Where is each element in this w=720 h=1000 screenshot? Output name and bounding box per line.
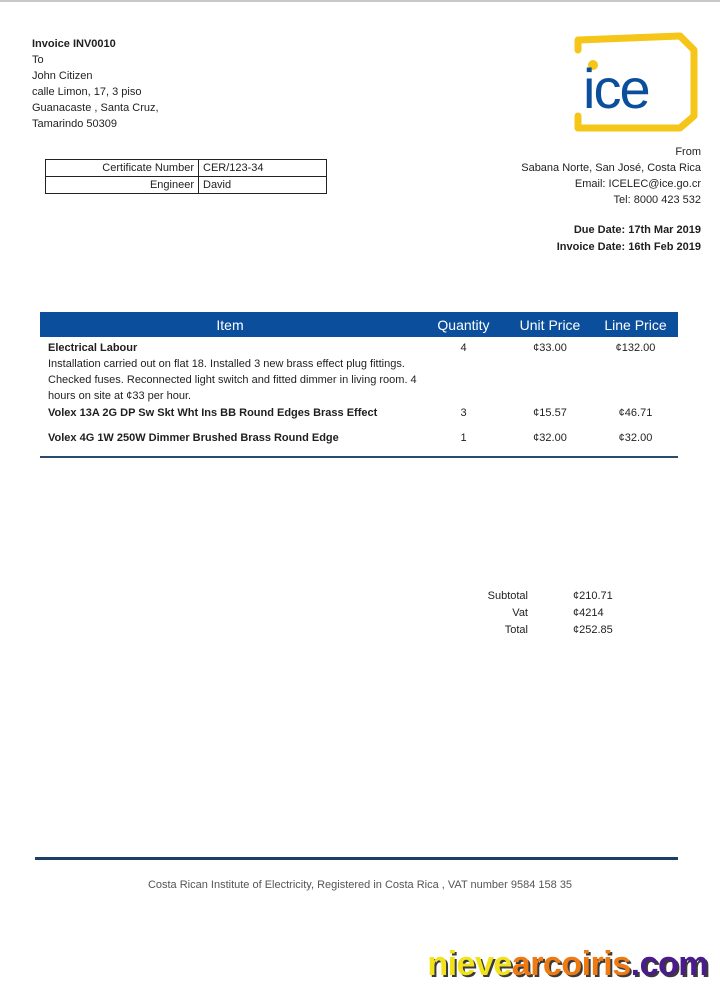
subtotal-value: ¢210.71 xyxy=(573,590,613,602)
sender-block xyxy=(521,144,701,208)
subtotal-row xyxy=(450,588,613,605)
certificate-table xyxy=(45,159,327,194)
item-quantity: 1 xyxy=(460,432,467,444)
watermark-part1: nieve xyxy=(427,945,512,983)
invoice-date: Invoice Date: 16th Feb 2019 xyxy=(556,241,701,253)
sender-tel: Tel: 8000 423 532 xyxy=(613,194,701,206)
items-table-header xyxy=(40,312,678,337)
recipient-name: John Citizen xyxy=(32,70,93,82)
item-unit-price: ¢15.57 xyxy=(533,407,567,419)
engineer-value: David xyxy=(199,177,327,194)
recipient-address-line2: Guanacaste , Santa Cruz, xyxy=(32,102,159,114)
invoice-title: Invoice INV0010 xyxy=(32,38,116,50)
total-label: Total xyxy=(504,624,528,636)
watermark-part3: .com xyxy=(630,945,708,983)
items-table xyxy=(40,312,678,446)
vat-label: Vat xyxy=(512,607,528,619)
table-row xyxy=(40,340,678,404)
due-date: Due Date: 17th Mar 2019 xyxy=(573,224,701,236)
subtotal-label: Subtotal xyxy=(487,590,528,602)
total-row xyxy=(450,622,613,639)
recipient-block xyxy=(32,36,159,132)
ice-logo xyxy=(572,32,698,132)
total-value: ¢252.85 xyxy=(573,624,613,636)
item-description: Installation carried out on flat 18. Installed 3 new brass effect plug fittings. Checked fuses. Reconnected light switch and fitted dimmer in living room. 4 hours on site at ¢33 per hour. xyxy=(48,358,417,402)
item-name: Volex 13A 2G DP Sw Skt Wht Ins BB Round Edges Brass Effect xyxy=(48,407,378,419)
footer-divider xyxy=(35,857,678,860)
vat-value: ¢4214 xyxy=(573,607,604,619)
certificate-number-value: CER/123-34 xyxy=(199,160,327,177)
item-line-price: ¢132.00 xyxy=(615,342,656,354)
table-row xyxy=(40,405,678,421)
engineer-label: Engineer xyxy=(46,177,199,194)
table-row xyxy=(40,430,678,446)
recipient-address-line3: Tamarindo 50309 xyxy=(32,118,118,130)
column-header-line-price: Line Price xyxy=(604,316,667,333)
column-header-item: Item xyxy=(216,316,244,333)
svg-text:ice: ice xyxy=(583,57,649,120)
totals-block xyxy=(450,588,613,639)
item-name: Electrical Labour xyxy=(48,342,138,354)
items-divider xyxy=(40,456,678,458)
item-line-price: ¢46.71 xyxy=(618,407,653,419)
column-header-quantity: Quantity xyxy=(437,316,490,333)
ice-logo-icon xyxy=(572,32,698,132)
recipient-address-line1: calle Limon, 17, 3 piso xyxy=(32,86,142,98)
item-name: Volex 4G 1W 250W Dimmer Brushed Brass Round Edge xyxy=(48,432,339,444)
vat-row xyxy=(450,605,613,622)
watermark-logo xyxy=(427,945,708,984)
engineer-row xyxy=(46,177,327,194)
footer-text: Costa Rican Institute of Electricity, Registered in Costa Rica , VAT number 9584 158 35 xyxy=(147,879,573,891)
item-line-price: ¢32.00 xyxy=(618,432,653,444)
certificate-row xyxy=(46,160,327,177)
sender-address: Sabana Norte, San José, Costa Rica xyxy=(521,162,701,174)
certificate-number-label: Certificate Number xyxy=(46,160,199,177)
from-label: From xyxy=(675,146,701,158)
item-quantity: 4 xyxy=(460,342,467,354)
item-unit-price: ¢33.00 xyxy=(533,342,567,354)
dates-block xyxy=(557,222,701,256)
item-quantity: 3 xyxy=(460,407,467,419)
sender-email: Email: ICELEC@ice.go.cr xyxy=(574,178,701,190)
item-unit-price: ¢32.00 xyxy=(533,432,567,444)
to-label: To xyxy=(32,54,44,66)
column-header-unit-price: Unit Price xyxy=(519,316,581,333)
watermark-part2: arcoiris xyxy=(511,945,631,983)
